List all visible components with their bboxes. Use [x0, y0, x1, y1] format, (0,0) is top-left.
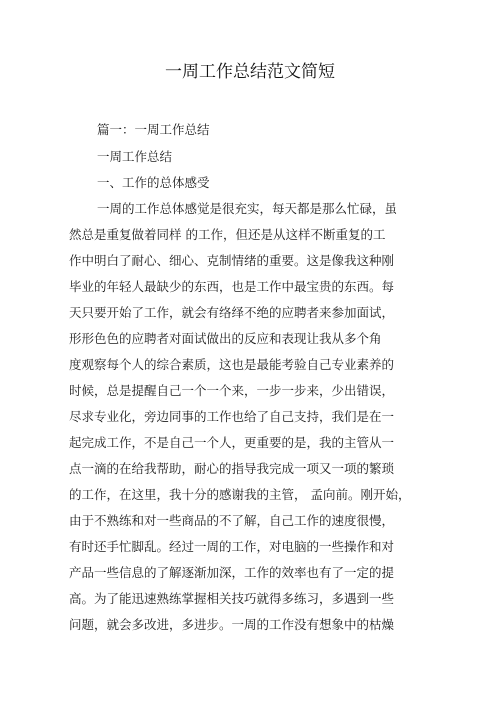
text-line: 作中明白了耐心、细心、克制情绪的重要。这是像我这种刚 — [69, 253, 395, 268]
text-line: 天只要开始了工作，就会有络绎不绝的应聘者来参加面试， — [69, 305, 395, 320]
text-line: 一周的工作总体感觉是很充实，每天都是那么忙碌，虽 — [97, 201, 398, 216]
document-title: 一周工作总结范文简短 — [165, 62, 335, 82]
text-line: 点一滴的在给我帮助，耐心的指导我完成一项又一项的繁琐 — [69, 461, 395, 476]
text-line: 的工作，在这里，我十分的感谢我的主管， 孟向前。刚开始， — [69, 487, 411, 502]
text-line: 由于不熟练和对一些商品的不了解，自己工作的速度很慢， — [69, 513, 395, 528]
text-line: 有时还手忙脚乱。经过一周的工作，对电脑的一些操作和对 — [69, 539, 395, 554]
text-line: 篇一：一周工作总结 — [97, 122, 210, 137]
text-line: 产品一些信息的了解逐渐加深，工作的效率也有了一定的提 — [69, 565, 395, 580]
text-line: 时候，总是提醒自己一个一个来，一步一步来，少出错误， — [69, 383, 395, 398]
text-line: 然总是重复做着同样 的工作，但还是从这样不断重复的工 — [69, 227, 386, 242]
text-line: 一周工作总结 — [97, 149, 173, 164]
text-line: 问题，就会多改进，多进步。一周的工作没有想象中的枯燥 — [69, 617, 395, 632]
text-line: 一、工作的总体感受 — [97, 175, 210, 190]
text-line: 形形色色的应聘者对面试做出的反应和表现让我从多个角 — [69, 331, 382, 346]
text-line: 度观察每个人的综合素质，这也是最能考验自己专业素养的 — [69, 357, 395, 372]
text-line: 毕业的年轻人最缺少的东西，也是工作中最宝贵的东西。每 — [69, 279, 395, 294]
text-line: 高。为了能迅速熟练掌握相关技巧就得多练习，多遇到一些 — [69, 591, 395, 606]
text-line: 起完成工作，不是自己一个人，更重要的是，我的主管从一 — [69, 435, 395, 450]
text-line: 尽求专业化，旁边同事的工作也给了自己支持，我们是在一 — [69, 409, 395, 424]
